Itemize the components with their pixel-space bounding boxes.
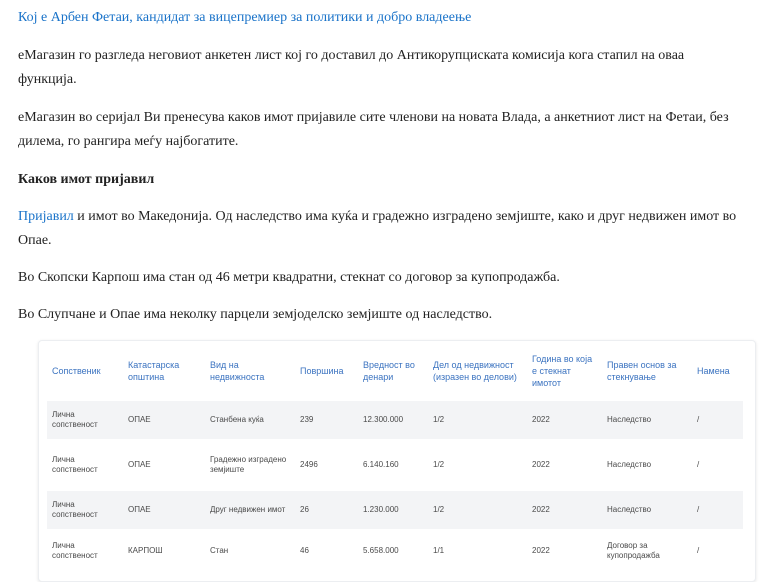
cell-area: 46 xyxy=(300,546,309,555)
cell-value: 12.300.000 xyxy=(358,401,428,439)
section-heading: Каков имот пријавил xyxy=(18,172,155,187)
cell-value: 5.658.000 xyxy=(363,546,399,555)
cell-owner: Лична сопственост xyxy=(47,401,123,439)
cell-type: Градежно изградено земјиште xyxy=(210,455,287,474)
header-year: Година во која е стекнат имотот xyxy=(532,354,593,388)
header-cadastral-municipality: Катастарска општина xyxy=(128,360,180,382)
paragraph-apartment: Во Скопски Карпош има стан од 46 метри квадратни, стекнат со договор за купопродажба. xyxy=(18,270,560,285)
cell-municipality: КАРПОШ xyxy=(128,546,163,555)
cell-owner: Лична сопственост xyxy=(52,541,98,560)
cell-legal-basis: Наследство xyxy=(602,401,692,439)
assets-table-card xyxy=(38,340,756,582)
cell-value: 6.140.160 xyxy=(363,460,399,469)
article-heading-link[interactable]: Кој е Арбен Фетаи, кандидат за вицепремиер за политики и добро владеење xyxy=(18,10,472,25)
cell-year: 2022 xyxy=(527,401,602,439)
paragraph-intro: еМагазин го разгледа неговиот анкетен лист кој го доставил до Антикорупциската комисија кога стапил на оваа функција. xyxy=(18,48,685,87)
cell-year: 2022 xyxy=(532,460,550,469)
cell-purpose: / xyxy=(692,401,743,439)
cell-municipality: ОПАЕ xyxy=(123,401,205,439)
cell-area: 2496 xyxy=(300,460,318,469)
cell-legal-basis: Договор за купопродажба xyxy=(607,541,660,560)
table-row xyxy=(47,491,743,529)
cell-share: 1/2 xyxy=(428,401,527,439)
table-row xyxy=(47,439,743,491)
cell-share: 1/1 xyxy=(433,546,445,555)
header-legal-basis: Правен основ за стекнување xyxy=(607,360,677,382)
cell-share: 1/2 xyxy=(433,460,445,469)
cell-purpose: / xyxy=(697,460,700,469)
cell-value: 1.230.000 xyxy=(358,491,428,529)
assets-table xyxy=(47,341,743,573)
header-purpose: Намена xyxy=(697,366,730,376)
table-row xyxy=(47,529,743,573)
cell-owner: Лична сопственост xyxy=(47,491,123,529)
cell-municipality: ОПАЕ xyxy=(128,460,151,469)
paragraph-land: Во Слупчане и Опае има неколку парцели земјоделско земјиште од наследство. xyxy=(18,307,493,322)
header-area: Површина xyxy=(300,366,344,376)
cell-area: 239 xyxy=(295,401,358,439)
cell-type: Стан xyxy=(210,546,229,555)
header-value: Вредност во денари xyxy=(363,360,415,382)
paragraph-declared xyxy=(18,205,760,253)
cell-year: 2022 xyxy=(527,491,602,529)
header-owner: Сопственик xyxy=(52,366,101,376)
cell-share: 1/2 xyxy=(428,491,527,529)
paragraph-series: еМагазин во серијал Ви пренесува каков имот пријавиле сите членови на новата Влада, а анкетниот лист на Фетаи, без дилема, го рангира меѓу најбогатите. xyxy=(18,110,729,149)
table-row xyxy=(47,401,743,439)
cell-purpose: / xyxy=(697,546,700,555)
cell-owner: Лична сопственост xyxy=(52,455,98,474)
cell-type: Друг недвижен имот xyxy=(205,491,295,529)
header-share: Дел од недвижност (изразен во делови) xyxy=(433,360,517,382)
header-property-type: Вид на недвижноста xyxy=(210,360,265,382)
cell-legal-basis: Наследство xyxy=(602,491,692,529)
cell-municipality: ОПАЕ xyxy=(123,491,205,529)
cell-area: 26 xyxy=(295,491,358,529)
cell-legal-basis: Наследство xyxy=(607,460,652,469)
cell-year: 2022 xyxy=(532,546,550,555)
cell-type: Станбена куќа xyxy=(205,401,295,439)
declared-link[interactable]: Пријавил xyxy=(18,209,74,224)
cell-purpose: / xyxy=(692,491,743,529)
paragraph-declared-text: и имот во Македонија. Од наследство има куќа и градежно изградено земјиште, како и друг недвижен имот во Опае. xyxy=(18,209,737,248)
table-header-row xyxy=(47,341,743,401)
